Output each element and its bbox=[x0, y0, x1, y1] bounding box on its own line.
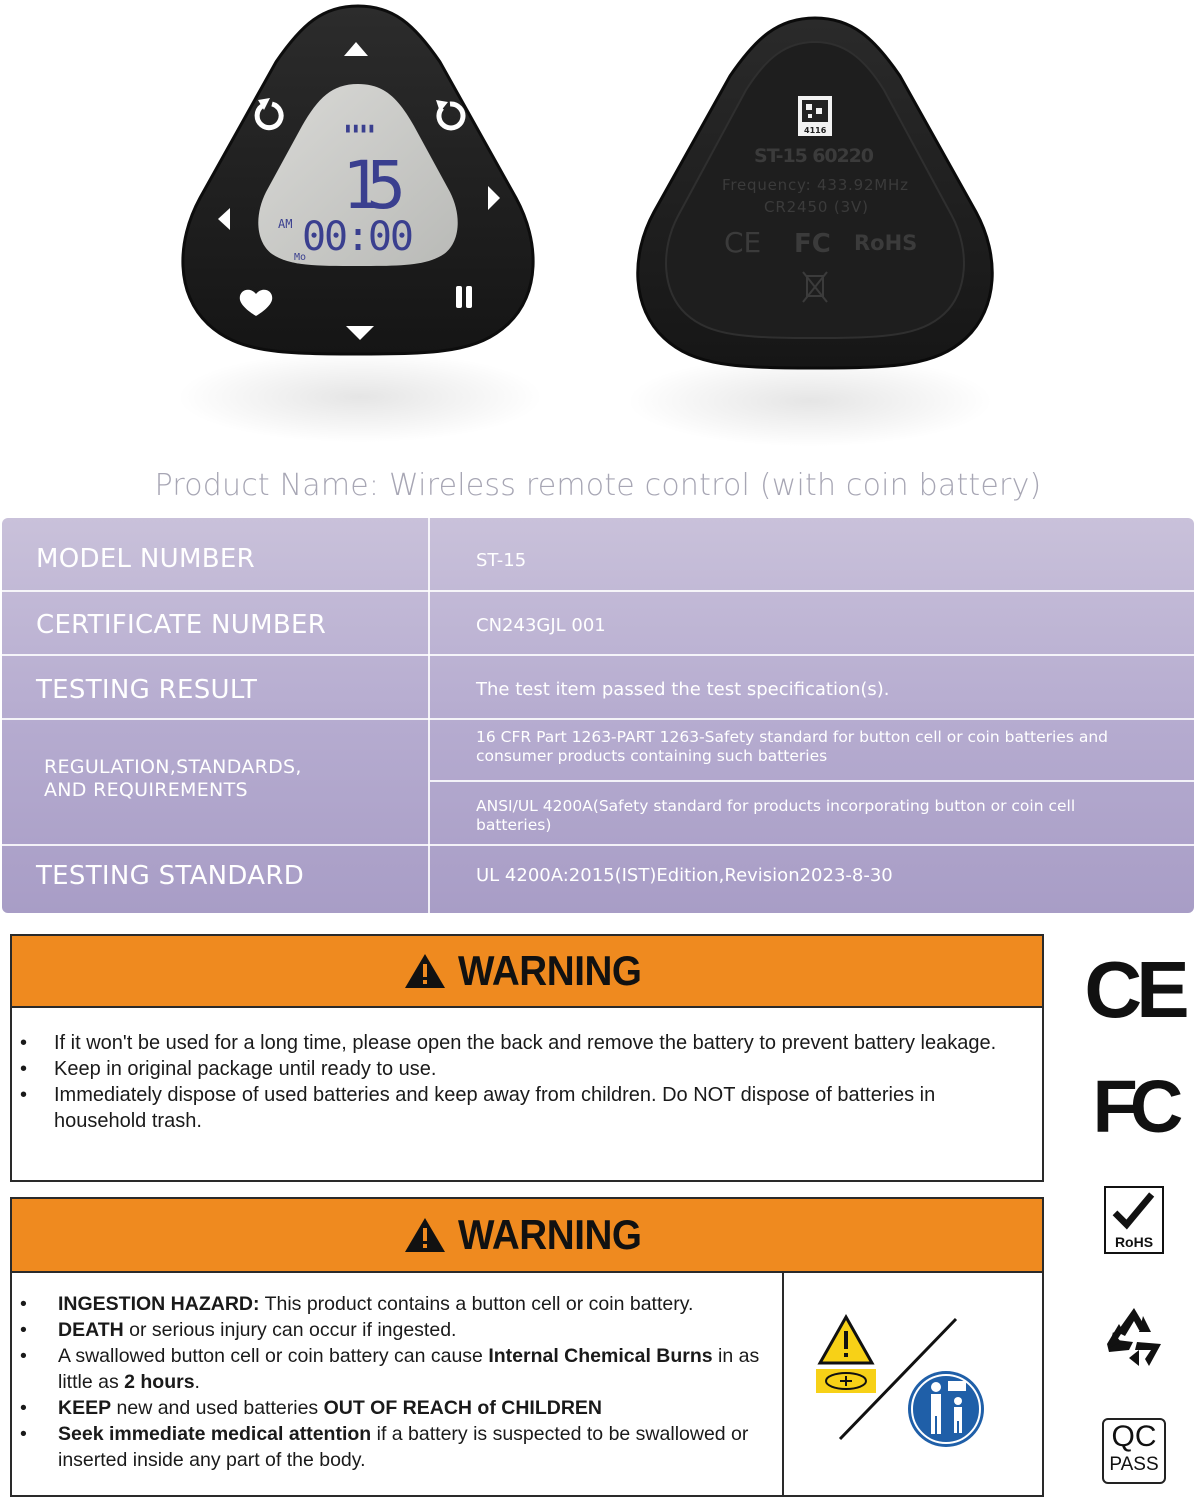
spec-value-regulation-1: 16 CFR Part 1263-PART 1263-Safety standard for button cell or coin batteries and consumer products containing such batteries bbox=[476, 728, 1109, 765]
ce-icon: CE bbox=[1084, 945, 1184, 1034]
spec-table bbox=[2, 518, 1194, 913]
back-rohs-mark: RoHS bbox=[854, 231, 918, 255]
warning-header bbox=[12, 936, 1042, 1008]
back-frequency: Frequency: 433.92MHz bbox=[722, 176, 908, 194]
spec-value-model: ST-15 bbox=[476, 550, 527, 571]
qc-pass-icon: QC PASS bbox=[1082, 1418, 1186, 1484]
row-divider bbox=[2, 844, 1194, 846]
warning-title: WARNING bbox=[458, 1211, 642, 1258]
remote-back-image bbox=[632, 12, 998, 370]
spec-label-regulation-line2: AND REQUIREMENTS bbox=[44, 779, 248, 801]
hazard-item: • INGESTION HAZARD: This product contains a button cell or coin battery. bbox=[12, 1291, 780, 1317]
back-code: 4116 bbox=[804, 126, 827, 135]
back-model: ST-15 60220 bbox=[754, 145, 874, 167]
child-adult-icon bbox=[908, 1371, 984, 1447]
spec-value-regulation-2: ANSI/UL 4200A(Safety standard for products incorporating button or coin cell batteries) bbox=[476, 797, 1076, 834]
front-shadow bbox=[180, 352, 540, 442]
hazard-item: • KEEP new and used batteries OUT OF REACH of CHILDREN bbox=[12, 1395, 780, 1421]
spec-label-standard: TESTING STANDARD bbox=[36, 861, 305, 891]
warning-item: • Keep in original package until ready to use. bbox=[12, 1056, 1022, 1082]
back-ce-mark: CE bbox=[724, 226, 762, 259]
warning-triangle-icon bbox=[404, 953, 446, 989]
row-divider bbox=[2, 654, 1194, 656]
warning-box-1 bbox=[10, 934, 1044, 1182]
checkmark-icon bbox=[1110, 1190, 1160, 1234]
hazard-item: • Seek immediate medical attention if a battery is suspected to be swallowed or inserted inside any part of the body. bbox=[12, 1421, 780, 1473]
product-photos bbox=[0, 0, 1196, 460]
fc-icon: FC bbox=[1092, 1065, 1176, 1148]
warning-item: • If it won't be used for a long time, please open the back and remove the battery to prevent battery leakage. bbox=[12, 1030, 1022, 1056]
lcd-am: AM bbox=[278, 217, 293, 231]
caution-triangle-icon bbox=[820, 1317, 872, 1363]
warning-list bbox=[12, 1030, 1022, 1134]
spec-value-certificate: CN243GJL 001 bbox=[476, 615, 606, 636]
spec-label-regulation: REGULATION,STANDARDS, bbox=[44, 756, 302, 778]
warning-item: • Immediately dispose of used batteries and keep away from children. Do NOT dispose of batteries in household trash. bbox=[12, 1082, 1022, 1134]
back-fc-mark: FC bbox=[794, 229, 831, 259]
lcd-day: Mo bbox=[294, 252, 307, 263]
keep-away-from-children-pictogram bbox=[812, 1299, 1012, 1479]
spec-label-model: MODEL NUMBER bbox=[36, 544, 255, 574]
hazard-item: • DEATH or serious injury can occur if ingested. bbox=[12, 1317, 780, 1343]
column-divider bbox=[782, 1271, 784, 1495]
remote-front-image bbox=[178, 2, 538, 358]
row-divider bbox=[2, 718, 1194, 720]
hazard-list bbox=[12, 1291, 780, 1473]
lcd-battery: ▮▮▮▮ bbox=[344, 121, 376, 136]
warning-triangle-icon bbox=[404, 1217, 446, 1253]
rohs-icon: RoHS bbox=[1082, 1186, 1186, 1254]
warning-title: WARNING bbox=[458, 947, 642, 994]
product-name: Product Name: Wireless remote control (with coin battery) bbox=[154, 468, 1042, 503]
spec-label-result: TESTING RESULT bbox=[36, 675, 258, 705]
spec-label-certificate: CERTIFICATE NUMBER bbox=[36, 610, 327, 640]
recycle-icon bbox=[1082, 1302, 1186, 1368]
coin-cell-icon bbox=[816, 1369, 876, 1393]
row-divider bbox=[2, 590, 1194, 592]
certification-icons bbox=[1082, 940, 1186, 1490]
warning-box-2 bbox=[10, 1197, 1044, 1497]
spec-value-result: The test item passed the test specification(s). bbox=[476, 679, 890, 700]
hazard-item: • A swallowed button cell or coin battery can cause Internal Chemical Burns in as little as 2 hours. bbox=[12, 1343, 780, 1395]
lcd-number: 15 bbox=[342, 147, 406, 224]
row-divider bbox=[430, 780, 1194, 782]
lcd-time: 00:00 bbox=[302, 214, 414, 260]
warning-header bbox=[12, 1199, 1042, 1273]
spec-value-standard: UL 4200A:2015(IST)Edition,Revision2023-8-30 bbox=[476, 865, 893, 886]
column-divider bbox=[428, 518, 430, 913]
back-battery: CR2450 (3V) bbox=[764, 198, 868, 216]
